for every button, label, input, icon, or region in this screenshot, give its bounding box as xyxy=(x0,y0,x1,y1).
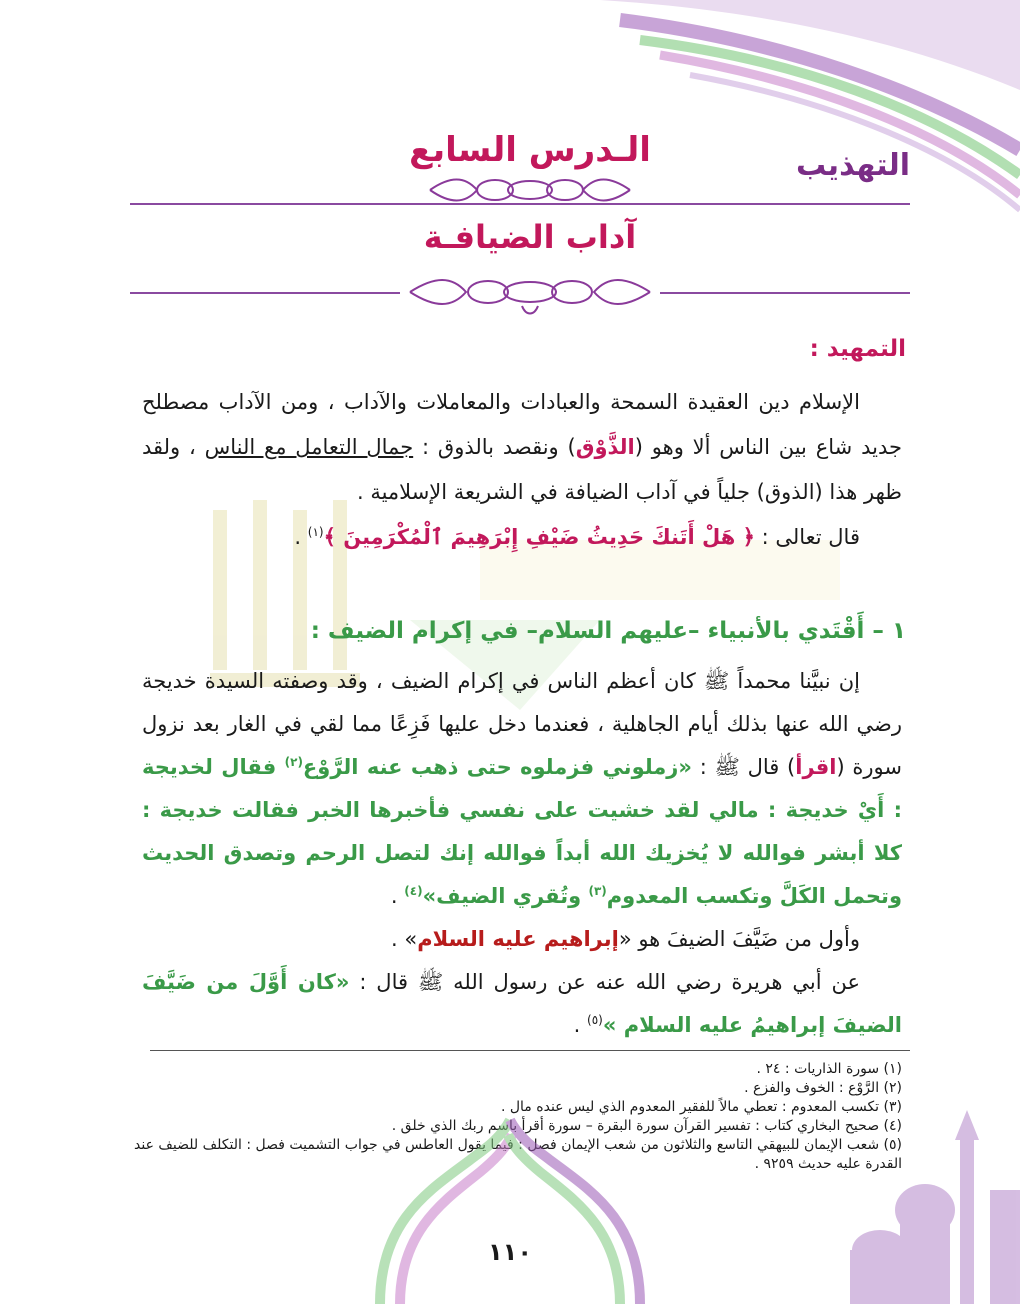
ornament-divider xyxy=(420,168,640,212)
footnote-rule xyxy=(150,1050,910,1051)
section-name: التهذيب xyxy=(796,148,910,183)
header-rule-left xyxy=(130,292,400,294)
footnote-ref: (١) xyxy=(307,525,324,539)
footnote-2: (٢) الرَّوْع : الخوف والفزع . xyxy=(744,1080,902,1096)
abu-hurayra-line: عن أبي هريرة رضي الله عنه عن رسول الله ﷺ قال : «كان أَوَّلَ من ضَيَّفَ الضيفَ إبراهيمُ عليه السلام »$^{(٥)}$ . xyxy=(142,970,902,1037)
story-paragraph: إن نبيَّنا محمداً ﷺ كان أعظم الناس في إكرام الضيف ، وقد وصفته السيدة خديجة رضي الله عنها بذلك أيام الجاهلية ، فعندما دخل عليها فَزِعًا مما لقي في الغار بعد نزول سورة (اقرأ) قال ﷺ : «زملوني فزملوه حتى ذهب عنه الرَّوْع$^{(٢)}$ فقال لخديجة : أَيْ خديجة : مالي لقد خشيت على نفسي فأخبرها الخبر فقالت خديجة : كلا أبشر فوالله لا يُخزيك الله أبداً فوالله إنك لتصل الرحم وتصدق الحديث وتحمل الكَلَّ وتكسب المعدوم$^{(٣)}$ وتُقري الضيف»$^{(٤)}$ . xyxy=(142,669,902,908)
quran-verse: ﴿ هَلْ أَتَنكَ حَدِيثُ ضَيْفِ إِبْرَهِيمَ ٱلْمُكْرَمِينَ ﴾ xyxy=(323,525,755,549)
intro-body xyxy=(142,380,902,560)
footnote-1: (١) سورة الذاريات : ٢٤ . xyxy=(756,1061,902,1077)
lesson-number: الـدرس السابع xyxy=(409,130,651,170)
ibrahim-name: إبراهيم عليه السلام xyxy=(417,927,619,951)
footnote-3: (٣) تكسب المعدوم : تعطي مالاً للفقير المعدوم الذي ليس عنده مال . xyxy=(500,1099,902,1115)
footnote-5: (٥) شعب الإيمان للبيهقي التاسع والثلاثون من شعب الإيمان فصل : فيما يقول العاطس في جواب التشميت فصل : التكلف للضيف عند القدرة عليه حديث ٩٢٥٩ . xyxy=(134,1137,902,1172)
lesson-title: آداب الضيافـة xyxy=(423,218,637,256)
term-dhawq: الذَّوْق xyxy=(575,435,635,459)
footnote-4: (٤) صحيح البخاري كتاب : تفسير القرآن سورة البقرة – سورة أقرأ باسم ربك الذي خلق . xyxy=(391,1118,902,1134)
bottom-decoration xyxy=(0,1100,1020,1304)
intro-heading: التمهيد : xyxy=(809,336,906,362)
hadith-ibrahim: «كان أَوَّلَ من ضَيَّفَ الضيفَ إبراهيمُ عليه السلام » xyxy=(142,970,902,1037)
page-number: ١١٠ xyxy=(488,1238,532,1266)
section-1-body xyxy=(142,660,902,1047)
ibrahim-line: وأول من ضَيَّفَ الضيفَ هو «إبراهيم عليه السلام» . xyxy=(391,927,860,951)
underlined-definition: جمال التعامل مع الناس xyxy=(204,435,414,459)
surah-name: اقرأ xyxy=(795,755,837,779)
hadith-khadija: «زملوني فزملوه حتى ذهب عنه الرَّوْع$^{(٢)}$ فقال لخديجة : أَيْ خديجة : مالي لقد خشيت على نفسي فأخبرها الخبر فقالت خديجة : كلا أبشر فوالله لا يُخزيك الله أبداً فوالله إنك لتصل الرحم وتصدق الحديث وتحمل الكَلَّ وتكسب المعدوم$^{(٣)}$ وتُقري الضيف»$^{(٤)}$ xyxy=(142,755,902,908)
section-1-heading: ١ – أَقْتَدي بالأنبياء –عليهم السلام– في إكرام الضيف : xyxy=(310,618,906,644)
header-rule-right xyxy=(660,292,910,294)
verse-line: قال تعالى : ﴿ هَلْ أَتَنكَ حَدِيثُ ضَيْفِ إِبْرَهِيمَ ٱلْمُكْرَمِينَ ﴾$^{(١)}$ . xyxy=(294,525,860,549)
intro-paragraph: الإسلام دين العقيدة السمحة والعبادات والمعاملات والآداب ، ومن الآداب مصطلح جديد شاع بين الناس ألا وهو (الذَّوْق) ونقصد بالذوق : جمال التعامل مع الناس ، ولقد ظهر هذا (الذوق) جلياً في آداب الضيافة في الشريعة الإسلامية . xyxy=(142,390,902,504)
ornament-divider-lower xyxy=(400,270,660,322)
